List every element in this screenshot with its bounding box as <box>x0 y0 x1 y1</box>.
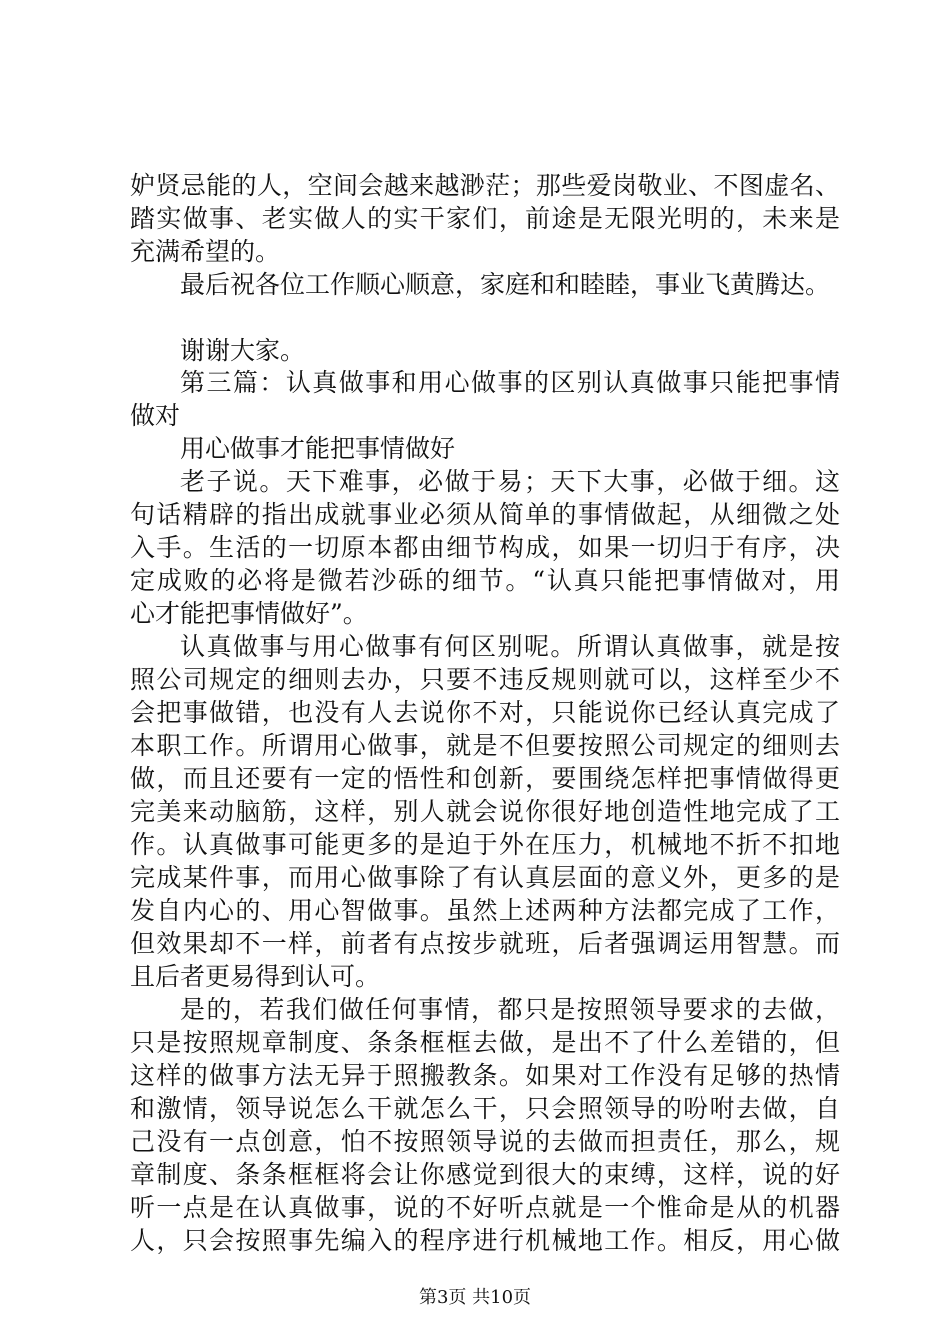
text-line: 最后祝各位工作顺心顺意，家庭和和睦睦，事业飞黄腾达。 <box>180 270 831 299</box>
text-line: 定成败的必将是微若沙砾的细节。“认真只能把事情做对，用 <box>130 566 840 595</box>
text-line: 章制度、条条框框将会让你感觉到很大的束缚，这样，说的好 <box>130 1160 840 1189</box>
section-heading-line: 做对 <box>130 401 181 430</box>
text-line: 心才能把事情做好”。 <box>130 599 368 628</box>
text-line: 用心做事才能把事情做好 <box>180 434 456 463</box>
text-line: 是的，若我们做任何事情，都只是按照领导要求的去做， <box>180 995 840 1024</box>
text-line: 做，而且还要有一定的悟性和创新，要围绕怎样把事情做得更 <box>130 764 840 793</box>
text-line: 作。认真做事可能更多的是迫于外在压力，机械地不折不扣地 <box>130 830 840 859</box>
text-line: 人，只会按照事先编入的程序进行机械地工作。相反，用心做 <box>130 1226 840 1255</box>
text-line: 完成某件事，而用心做事除了有认真层面的意义外，更多的是 <box>130 863 840 892</box>
text-line: 且后者更易得到认可。 <box>130 962 381 991</box>
page-number-footer: 第3页 共10页 <box>418 1287 532 1308</box>
text-line: 和激情，领导说怎么干就怎么干，只会照领导的吩咐去做，自 <box>130 1094 840 1123</box>
text-line: 句话精辟的指出成就事业必须从简单的事情做起，从细微之处 <box>130 500 840 529</box>
text-line: 谢谢大家。 <box>180 336 306 365</box>
text-line: 但效果却不一样，前者有点按步就班，后者强调运用智慧。而 <box>130 929 840 958</box>
text-line: 妒贤忌能的人，空间会越来越渺茫；那些爱岗敬业、不图虚名、 <box>130 171 840 200</box>
text-line: 会把事做错，也没有人去说你不对，只能说你已经认真完成了 <box>130 698 840 727</box>
text-line: 这样的做事方法无异于照搬教条。如果对工作没有足够的热情 <box>130 1061 840 1090</box>
text-line: 完美来动脑筋，这样，别人就会说你很好地创造性地完成了工 <box>130 797 840 826</box>
text-line: 发自内心的、用心智做事。虽然上述两种方法都完成了工作， <box>130 896 840 925</box>
text-line: 照公司规定的细则去办，只要不违反规则就可以，这样至少不 <box>130 665 840 694</box>
text-line: 入手。生活的一切原本都由细节构成，如果一切归于有序，决 <box>130 533 840 562</box>
text-line: 本职工作。所谓用心做事，就是不但要按照公司规定的细则去 <box>130 731 840 760</box>
text-line: 只是按照规章制度、条条框框去做，是出不了什么差错的，但 <box>130 1028 840 1057</box>
text-line: 听一点是在认真做事，说的不好听点就是一个惟命是从的机器 <box>130 1193 840 1222</box>
text-line: 充满希望的。 <box>130 237 281 266</box>
section-heading-line: 第三篇：认真做事和用心做事的区别认真做事只能把事情 <box>180 368 840 397</box>
text-line: 己没有一点创意，怕不按照领导说的去做而担责任，那么，规 <box>130 1127 840 1156</box>
text-line: 老子说。天下难事，必做于易；天下大事，必做于细。这 <box>180 467 840 496</box>
text-line: 认真做事与用心做事有何区别呢。所谓认真做事，就是按 <box>180 632 840 661</box>
text-line: 踏实做事、老实做人的实干家们，前途是无限光明的，未来是 <box>130 204 840 233</box>
